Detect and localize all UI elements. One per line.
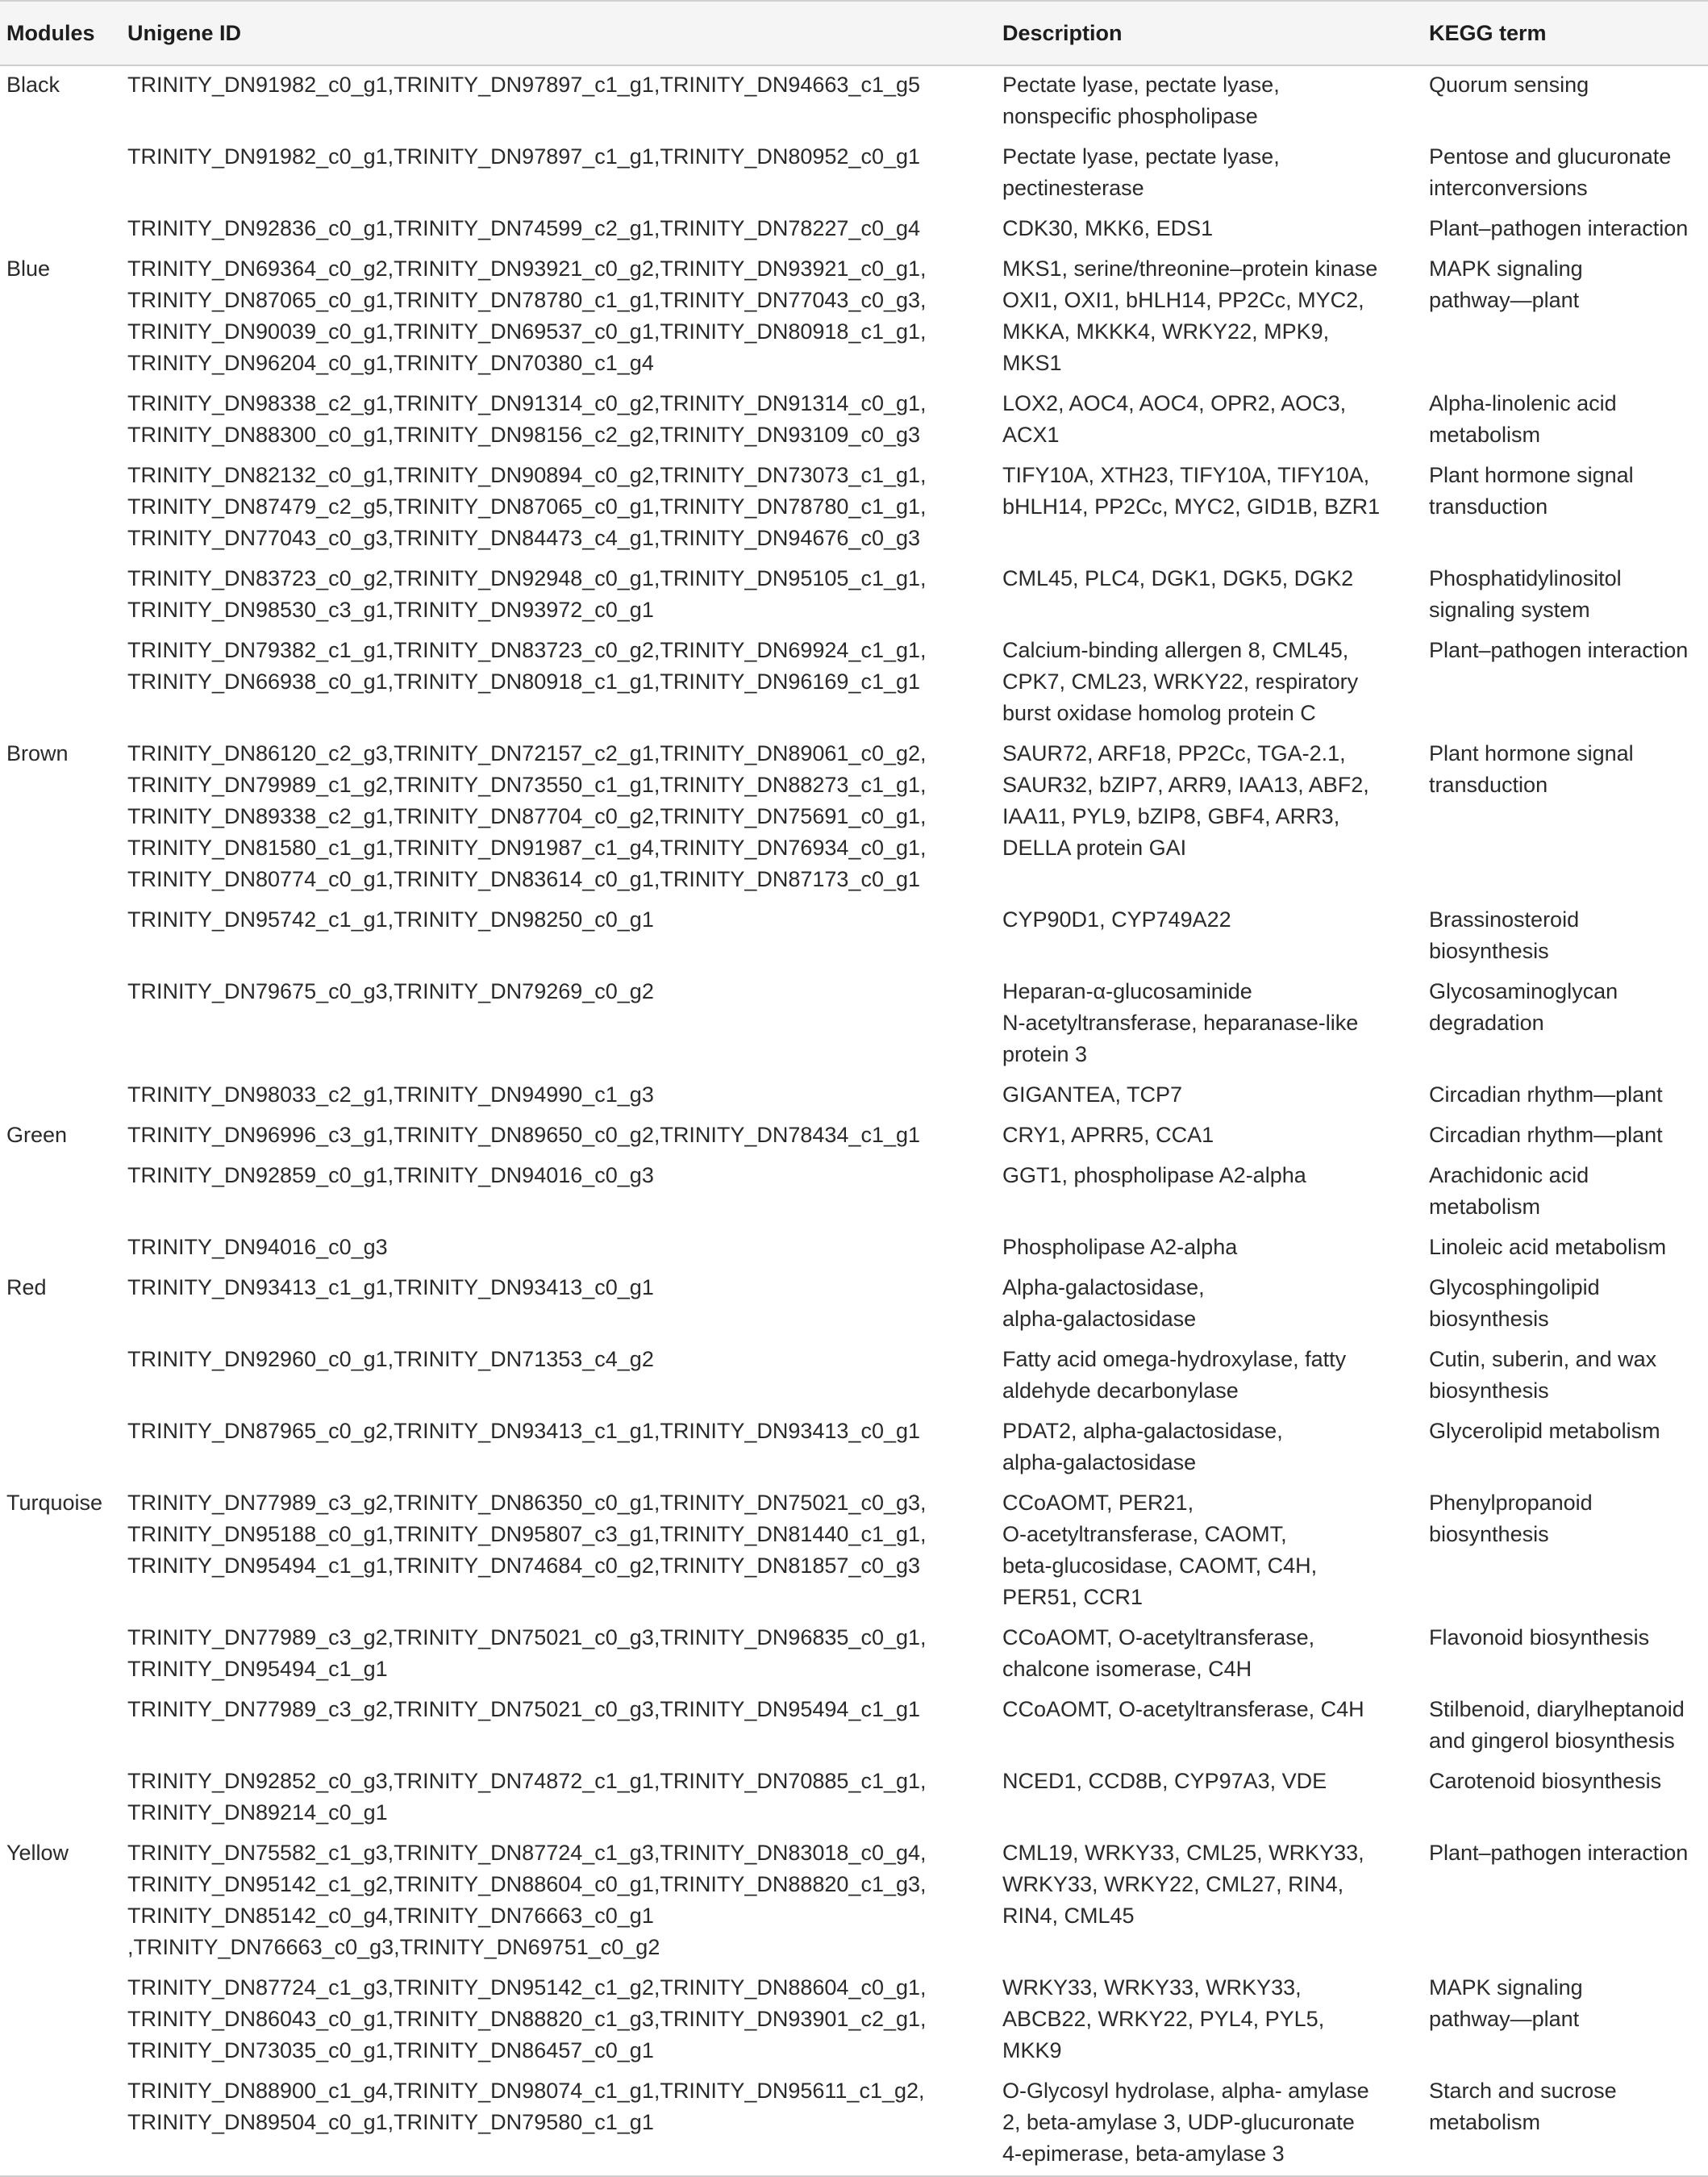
- description-cell: Calcium-binding allergen 8, CML45, CPK7, CML23, WRKY22, respiratory burst oxidase homolog protein C: [1002, 638, 1359, 725]
- description-cell: O-Glycosyl hydrolase, alpha- amylase 2, beta-amylase 3, UDP-glucuronate 4-epimerase, beta-amylase 3: [996, 2072, 1423, 2176]
- table-row: [0, 385, 1708, 457]
- unigene-id-cell: TRINITY_DN86120_c2_g3,TRINITY_DN72157_c2_g1,TRINITY_DN89061_c0_g2, TRINITY_DN79989_c1_g2,TRINITY_DN73550_c1_g1,TRINITY_DN88273_c1_g1, TRINITY_DN89338_c2_g1,TRINITY_DN87704_c0_g2,TRINITY_DN75691_c0_g1, TRINITY_DN81580_c1_g1,TRINITY_DN91987_c1_g4,TRINITY_DN76934_c0_g1, TRINITY_DN80774_c0_g1,TRINITY_DN83614_c0_g1,TRINITY_DN87173_c0_g1: [127, 741, 927, 891]
- module-cell: [0, 1762, 121, 1834]
- kegg-term-cell: Phosphatidylinositol signaling system: [1429, 566, 1622, 622]
- table-row: [0, 1762, 1708, 1834]
- kegg-term-cell: Arachidonic acid metabolism: [1429, 1163, 1589, 1219]
- table-row: [0, 1157, 1708, 1228]
- kegg-term-cell: Glycerolipid metabolism: [1429, 1419, 1660, 1443]
- description-cell: Heparan-α-glucosaminide N-acetyltransferase, heparanase-like protein 3: [1002, 979, 1359, 1066]
- unigene-id-cell: TRINITY_DN92836_c0_g1,TRINITY_DN74599_c2_g1,TRINITY_DN78227_c0_g4: [127, 216, 921, 240]
- table-row: [0, 1076, 1708, 1116]
- kegg-term-cell: Plant–pathogen interaction: [1429, 638, 1689, 662]
- description-cell: MKS1, serine/threonine–protein kinase OXI1, OXI1, bHLH14, PP2Cc, MYC2, MKKA, MKKK4, WRKY22, MPK9, MKS1: [1002, 256, 1378, 375]
- description-cell: Phospholipase A2-alpha: [1002, 1235, 1238, 1259]
- kegg-term-cell: Circadian rhythm—plant: [1429, 1123, 1663, 1147]
- kegg-term-cell: Stilbenoid, diarylheptanoid and gingerol biosynthesis: [1429, 1697, 1685, 1753]
- table-row: [0, 1228, 1708, 1269]
- kegg-term-cell: Plant–pathogen interaction: [1429, 216, 1689, 240]
- description-cell: PDAT2, alpha-galactosidase, alpha-galactosidase: [1002, 1419, 1283, 1474]
- kegg-term-cell: Glycosphingolipid biosynthesis: [1429, 1275, 1600, 1331]
- description-cell: CYP90D1, CYP749A22: [1002, 907, 1231, 932]
- module-cell: Turquoise: [6, 1491, 103, 1515]
- module-cell: [0, 1341, 121, 1412]
- kegg-term-cell: Cutin, suberin, and wax biosynthesis: [1429, 1347, 1657, 1403]
- module-cell: [0, 1619, 121, 1691]
- table-row: [0, 2072, 1708, 2176]
- kegg-term-cell: Starch and sucrose metabolism: [1423, 2072, 1708, 2176]
- module-cell: [0, 1228, 121, 1269]
- module-cell: [0, 1969, 121, 2072]
- table-row: [0, 1691, 1708, 1762]
- table-row: [0, 901, 1708, 973]
- unigene-id-cell: TRINITY_DN77989_c3_g2,TRINITY_DN75021_c0_g3,TRINITY_DN96835_c0_g1, TRINITY_DN95494_c1_g1: [127, 1625, 927, 1681]
- kegg-term-cell: Quorum sensing: [1429, 73, 1589, 97]
- description-cell: CDK30, MKK6, EDS1: [1002, 216, 1214, 240]
- description-cell: Alpha-galactosidase, alpha-galactosidase: [1002, 1275, 1205, 1331]
- unigene-id-cell: TRINITY_DN92960_c0_g1,TRINITY_DN71353_c4_g2: [127, 1347, 654, 1371]
- kegg-term-cell: Brassinosteroid biosynthesis: [1429, 907, 1580, 963]
- unigene-id-cell: TRINITY_DN88900_c1_g4,TRINITY_DN98074_c1_g1,TRINITY_DN95611_c1_g2, TRINITY_DN89504_c0_g1,TRINITY_DN79580_c1_g1: [121, 2072, 996, 2176]
- module-cell: [0, 138, 121, 210]
- table-row: [0, 735, 1708, 901]
- kegg-term-cell: MAPK signaling pathway—plant: [1429, 256, 1583, 312]
- unigene-id-cell: TRINITY_DN77989_c3_g2,TRINITY_DN75021_c0_g3,TRINITY_DN95494_c1_g1: [127, 1697, 921, 1721]
- module-cell: [0, 2072, 121, 2176]
- kegg-term-cell: Circadian rhythm—plant: [1429, 1082, 1663, 1107]
- table-row: [0, 250, 1708, 385]
- unigene-id-cell: TRINITY_DN98033_c2_g1,TRINITY_DN94990_c1_g3: [127, 1082, 654, 1107]
- module-cell: [0, 1412, 121, 1484]
- description-cell: WRKY33, WRKY33, WRKY33, ABCB22, WRKY22, PYL4, PYL5, MKK9: [1002, 1975, 1325, 2062]
- header-unigene-id: Unigene ID: [121, 1, 996, 65]
- description-cell: TIFY10A, XTH23, TIFY10A, TIFY10A, bHLH14, PP2Cc, MYC2, GID1B, BZR1: [1002, 463, 1381, 519]
- table-row: [0, 973, 1708, 1076]
- unigene-id-cell: TRINITY_DN79382_c1_g1,TRINITY_DN83723_c0_g2,TRINITY_DN69924_c1_g1, TRINITY_DN66938_c0_g1,TRINITY_DN80918_c1_g1,TRINITY_DN96169_c1_g1: [127, 638, 927, 694]
- unigene-id-cell: TRINITY_DN77989_c3_g2,TRINITY_DN86350_c0_g1,TRINITY_DN75021_c0_g3, TRINITY_DN95188_c0_g1,TRINITY_DN95807_c3_g1,TRINITY_DN81440_c1_g1, TRINITY_DN95494_c1_g1,TRINITY_DN74684_c0_g2,TRINITY_DN81857_c0_g3: [127, 1491, 927, 1578]
- description-cell: Pectate lyase, pectate lyase, nonspecific phospholipase: [1002, 73, 1280, 128]
- module-cell: [0, 1076, 121, 1116]
- unigene-id-cell: TRINITY_DN93413_c1_g1,TRINITY_DN93413_c0_g1: [127, 1275, 654, 1299]
- table-row: [0, 210, 1708, 250]
- description-cell: LOX2, AOC4, AOC4, OPR2, AOC3, ACX1: [1002, 391, 1347, 447]
- description-cell: SAUR72, ARF18, PP2Cc, TGA-2.1, SAUR32, bZIP7, ARR9, IAA13, ABF2, IAA11, PYL9, bZIP8, GBF4, ARR3, DELLA protein GAI: [1002, 741, 1369, 860]
- kegg-term-cell: Phenylpropanoid biosynthesis: [1429, 1491, 1593, 1546]
- table-row: [0, 1619, 1708, 1691]
- description-cell: CCoAOMT, PER21, O-acetyltransferase, CAOMT, beta-glucosidase, CAOMT, C4H, PER51, CCR1: [1002, 1491, 1318, 1609]
- table-row: [0, 1484, 1708, 1619]
- module-cell: Brown: [6, 741, 69, 765]
- table-row: [0, 560, 1708, 632]
- unigene-id-cell: TRINITY_DN92859_c0_g1,TRINITY_DN94016_c0_g3: [127, 1163, 654, 1187]
- table-row: [0, 1116, 1708, 1157]
- unigene-id-cell: TRINITY_DN79675_c0_g3,TRINITY_DN79269_c0_g2: [127, 979, 654, 1003]
- header-kegg-term: KEGG term: [1423, 1, 1708, 65]
- module-cell: [0, 210, 121, 250]
- description-cell: CCoAOMT, O-acetyltransferase, C4H: [1002, 1697, 1364, 1721]
- unigene-id-cell: TRINITY_DN91982_c0_g1,TRINITY_DN97897_c1_g1,TRINITY_DN80952_c0_g1: [127, 144, 921, 169]
- module-cell: [0, 560, 121, 632]
- table-header-row: [0, 1, 1708, 65]
- kegg-term-cell: Linoleic acid metabolism: [1429, 1235, 1667, 1259]
- table-row: [0, 1834, 1708, 1969]
- module-cell: Red: [6, 1275, 47, 1299]
- description-cell: CRY1, APRR5, CCA1: [1002, 1123, 1214, 1147]
- kegg-term-cell: Glycosaminoglycan degradation: [1429, 979, 1618, 1035]
- module-cell: [0, 973, 121, 1076]
- description-cell: NCED1, CCD8B, CYP97A3, VDE: [1002, 1769, 1327, 1793]
- unigene-id-cell: TRINITY_DN87724_c1_g3,TRINITY_DN95142_c1_g2,TRINITY_DN88604_c0_g1, TRINITY_DN86043_c0_g1,TRINITY_DN88820_c1_g3,TRINITY_DN93901_c2_g1, TRINITY_DN73035_c0_g1,TRINITY_DN86457_c0_g1: [127, 1975, 927, 2062]
- module-cell: [0, 1691, 121, 1762]
- unigene-id-cell: TRINITY_DN92852_c0_g3,TRINITY_DN74872_c1_g1,TRINITY_DN70885_c1_g1, TRINITY_DN89214_c0_g1: [127, 1769, 927, 1825]
- unigene-id-cell: TRINITY_DN83723_c0_g2,TRINITY_DN92948_c0_g1,TRINITY_DN95105_c1_g1, TRINITY_DN98530_c3_g1,TRINITY_DN93972_c0_g1: [127, 566, 927, 622]
- module-cell: Green: [6, 1123, 68, 1147]
- table-row: [0, 1969, 1708, 2072]
- table-body: [0, 65, 1708, 2176]
- module-cell: [0, 901, 121, 973]
- table-row: [0, 457, 1708, 560]
- unigene-id-cell: TRINITY_DN98338_c2_g1,TRINITY_DN91314_c0_g2,TRINITY_DN91314_c0_g1, TRINITY_DN88300_c0_g1,TRINITY_DN98156_c2_g2,TRINITY_DN93109_c0_g3: [127, 391, 927, 447]
- kegg-term-cell: Plant hormone signal transduction: [1429, 741, 1634, 797]
- unigene-id-cell: TRINITY_DN75582_c1_g3,TRINITY_DN87724_c1_g3,TRINITY_DN83018_c0_g4, TRINITY_DN95142_c1_g2,TRINITY_DN88604_c0_g1,TRINITY_DN88820_c1_g3, TRINITY_DN85142_c0_g4,TRINITY_DN76663_c0_g1 ,TRINITY_DN76663_c0_g3,TRINITY_DN69751_c0_g2: [127, 1841, 927, 1959]
- description-cell: GIGANTEA, TCP7: [1002, 1082, 1183, 1107]
- kegg-term-cell: Pentose and glucuronate interconversions: [1429, 144, 1672, 200]
- table-row: [0, 1341, 1708, 1412]
- kegg-term-cell: Plant hormone signal transduction: [1429, 463, 1634, 519]
- description-cell: CML19, WRKY33, CML25, WRKY33, WRKY33, WRKY22, CML27, RIN4, RIN4, CML45: [1002, 1841, 1364, 1928]
- table-row: [0, 632, 1708, 735]
- unigene-id-cell: TRINITY_DN96996_c3_g1,TRINITY_DN89650_c0_g2,TRINITY_DN78434_c1_g1: [127, 1123, 921, 1147]
- unigene-id-cell: TRINITY_DN69364_c0_g2,TRINITY_DN93921_c0_g2,TRINITY_DN93921_c0_g1, TRINITY_DN87065_c0_g1,TRINITY_DN78780_c1_g1,TRINITY_DN77043_c0_g3, TRINITY_DN90039_c0_g1,TRINITY_DN69537_c0_g1,TRINITY_DN80918_c1_g1, TRINITY_DN96204_c0_g1,TRINITY_DN70380_c1_g4: [127, 256, 927, 375]
- table-row: [0, 1269, 1708, 1341]
- module-cell: Black: [6, 73, 60, 97]
- unigene-id-cell: TRINITY_DN87965_c0_g2,TRINITY_DN93413_c1_g1,TRINITY_DN93413_c0_g1: [127, 1419, 921, 1443]
- module-cell: [0, 632, 121, 735]
- unigene-id-cell: TRINITY_DN94016_c0_g3: [127, 1235, 388, 1259]
- kegg-term-cell: Flavonoid biosynthesis: [1429, 1625, 1650, 1649]
- table-row: [0, 65, 1708, 138]
- module-cell: [0, 457, 121, 560]
- module-cell: [0, 385, 121, 457]
- module-cell: Yellow: [6, 1841, 69, 1865]
- description-cell: CML45, PLC4, DGK1, DGK5, DGK2: [1002, 566, 1354, 590]
- table-row: [0, 138, 1708, 210]
- description-cell: CCoAOMT, O-acetyltransferase, chalcone isomerase, C4H: [1002, 1625, 1315, 1681]
- description-cell: Fatty acid omega-hydroxylase, fatty aldehyde decarbonylase: [1002, 1347, 1347, 1403]
- kegg-term-cell: Carotenoid biosynthesis: [1429, 1769, 1662, 1793]
- header-description: Description: [996, 1, 1423, 65]
- header-modules: Modules: [0, 1, 121, 65]
- unigene-id-cell: TRINITY_DN95742_c1_g1,TRINITY_DN98250_c0_g1: [127, 907, 654, 932]
- kegg-term-cell: MAPK signaling pathway—plant: [1429, 1975, 1583, 2031]
- module-cell: Blue: [6, 256, 51, 281]
- description-cell: GGT1, phospholipase A2-alpha: [1002, 1163, 1306, 1187]
- description-cell: Pectate lyase, pectate lyase, pectinesterase: [1002, 144, 1280, 200]
- kegg-term-cell: Alpha-linolenic acid metabolism: [1429, 391, 1617, 447]
- unigene-id-cell: TRINITY_DN91982_c0_g1,TRINITY_DN97897_c1_g1,TRINITY_DN94663_c1_g5: [127, 73, 921, 97]
- unigene-id-cell: TRINITY_DN82132_c0_g1,TRINITY_DN90894_c0_g2,TRINITY_DN73073_c1_g1, TRINITY_DN87479_c2_g5,TRINITY_DN87065_c0_g1,TRINITY_DN78780_c1_g1, TRINITY_DN77043_c0_g3,TRINITY_DN84473_c4_g1,TRINITY_DN94676_c0_g3: [127, 463, 927, 550]
- kegg-term-cell: Plant–pathogen interaction: [1429, 1841, 1689, 1865]
- module-cell: [0, 1157, 121, 1228]
- table-row: [0, 1412, 1708, 1484]
